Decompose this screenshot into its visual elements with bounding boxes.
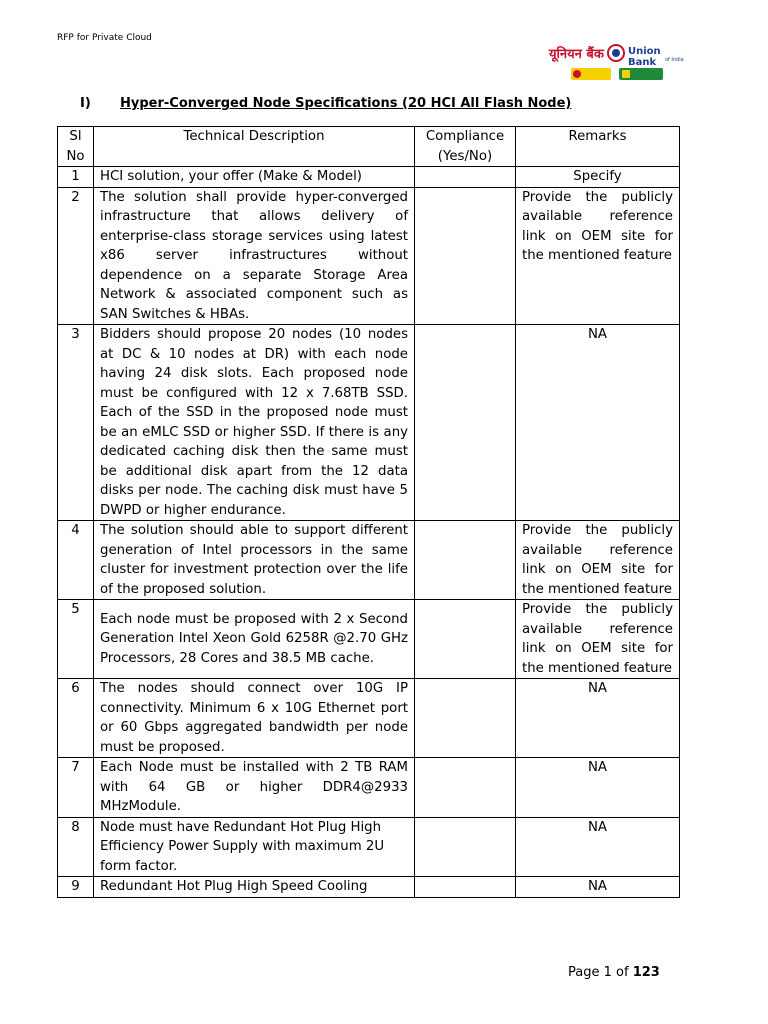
row-description: The solution shall provide hyper-converged infrastructure that allows delivery of enterprise-class storage services using latest x86 server infrastructures without dependence on a separate Storage Area Network & associated component such as SAN Switches & HBAs. [94,187,415,325]
row-description: Node must have Redundant Hot Plug High Efficiency Power Supply with maximum 2U form factor. [94,817,415,877]
row-compliance[interactable] [415,521,516,600]
table-header-row [58,127,680,167]
row-compliance[interactable] [415,600,516,679]
row-remarks: NA [516,877,680,898]
row-remarks: Provide the publicly available reference link on OEM site for the mentioned feature [516,521,680,600]
footer-total-pages: 123 [632,965,660,980]
table-row [58,600,680,679]
table-row [58,679,680,758]
page-footer [568,965,660,980]
row-description: Each node must be proposed with 2 x Second Generation Intel Xeon Gold 6258R @2.70 GHz Processors, 28 Cores and 38.5 MB cache. [94,600,415,679]
row-remarks: NA [516,679,680,758]
union-bank-logo [549,42,687,88]
row-sl: 4 [58,521,94,600]
section-number: I) [80,96,91,111]
header-compliance: Compliance (Yes/No) [415,127,516,167]
row-remarks: NA [516,325,680,521]
row-compliance[interactable] [415,758,516,818]
row-description: The solution should able to support different generation of Intel processors in the same cluster for investment protection over the life of the proposed solution. [94,521,415,600]
row-sl: 6 [58,679,94,758]
footer-page-number: 1 [603,965,612,980]
header-doc-title: RFP for Private Cloud [57,33,152,43]
row-description: Each Node must be installed with 2 TB RAM with 64 GB or higher DDR4@2933 MHzModule. [94,758,415,818]
row-remarks: Provide the publicly available reference link on OEM site for the mentioned feature [516,600,680,679]
merged-bank-badge-icon-2 [619,68,663,80]
row-remarks: NA [516,817,680,877]
row-sl: 1 [58,167,94,188]
header-technical-description: Technical Description [94,127,415,167]
row-description: The nodes should connect over 10G IP connectivity. Minimum 6 x 10G Ethernet port or 60 Gbps aggregated bandwidth per node must be proposed. [94,679,415,758]
logo-hindi-text: यूनियन बैंक [549,47,604,62]
header-sl-no: Sl No [58,127,94,167]
footer-of-word: of [616,965,629,980]
merged-bank-badge-icon [571,68,611,80]
section-title: Hyper-Converged Node Specifications (20 HCI All Flash Node) [120,96,572,111]
row-remarks: NA [516,758,680,818]
union-bank-logo-icon [607,44,625,62]
row-sl: 8 [58,817,94,877]
table-row [58,877,680,898]
logo-english-text: Union Bank [628,46,661,68]
logo-of-india-text: of India [665,57,684,63]
row-sl: 7 [58,758,94,818]
header-remarks: Remarks [516,127,680,167]
row-sl: 3 [58,325,94,521]
table-row [58,167,680,188]
row-description: HCI solution, your offer (Make & Model) [94,167,415,188]
row-sl: 5 [58,600,94,679]
table-row [58,325,680,521]
spec-table [57,126,680,898]
row-remarks: Specify [516,167,680,188]
row-sl: 2 [58,187,94,325]
row-compliance[interactable] [415,325,516,521]
row-compliance[interactable] [415,679,516,758]
table-row [58,758,680,818]
table-row [58,817,680,877]
row-description: Redundant Hot Plug High Speed Cooling [94,877,415,898]
row-compliance[interactable] [415,817,516,877]
table-row [58,521,680,600]
row-compliance[interactable] [415,167,516,188]
footer-page-word: Page [568,965,600,980]
table-row [58,187,680,325]
row-sl: 9 [58,877,94,898]
row-compliance[interactable] [415,187,516,325]
row-description: Bidders should propose 20 nodes (10 nodes at DC & 10 nodes at DR) with each node having 24 disk slots. Each proposed node must be configured with 12 x 7.68TB SSD. Each of the SSD in the proposed node must be an eMLC SSD or higher SSD. If there is any dedicated caching disk then the same must be additional disk apart from the 12 data disks per node. The caching disk must have 5 DWPD or higher endurance. [94,325,415,521]
row-compliance[interactable] [415,877,516,898]
row-remarks: Provide the publicly available reference link on OEM site for the mentioned feature [516,187,680,325]
